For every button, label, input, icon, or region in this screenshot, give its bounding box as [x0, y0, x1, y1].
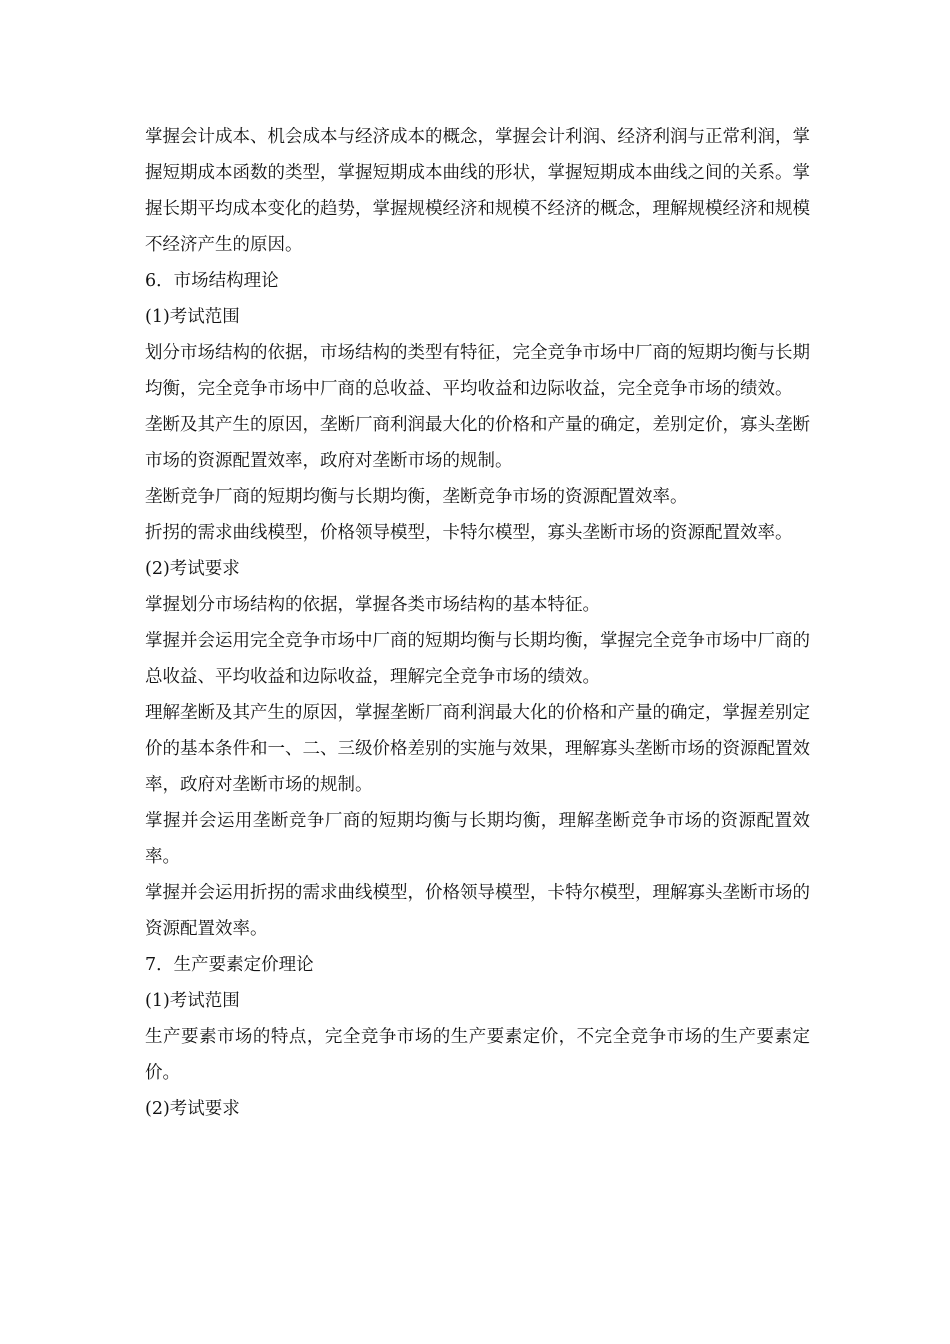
paragraph-market-structure-requirement: 掌握划分市场结构的依据，掌握各类市场结构的基本特征。: [145, 595, 600, 615]
paragraph-cost-requirements: 掌握会计成本、机会成本与经济成本的概念，掌握会计利润、经济利润与正常利润，掌握短期成本函数的类型，掌握短期成本曲线的形状，掌握短期成本曲线之间的关系。掌握长期平均成本变化的趋势，掌握规模经济和规模不经济的概念，理解规模经济和规模不经济产生的原因。: [145, 127, 810, 255]
subheading-exam-scope: (1)考试范围: [145, 307, 240, 327]
section-heading-factor-pricing: 7．生产要素定价理论: [145, 955, 314, 975]
paragraph-perfect-competition-requirement: 掌握并会运用完全竞争市场中厂商的短期均衡与长期均衡，掌握完全竞争市场中厂商的总收益、平均收益和边际收益，理解完全竞争市场的绩效。: [145, 631, 810, 687]
subheading-exam-requirements-factor: (2)考试要求: [145, 1099, 240, 1119]
paragraph-monopoly-requirement: 理解垄断及其产生的原因，掌握垄断厂商利润最大化的价格和产量的确定，掌握差别定价的基本条件和一、二、三级价格差别的实施与效果，理解寡头垄断市场的资源配置效率，政府对垄断市场的规制。: [145, 703, 810, 795]
paragraph-oligopoly-scope: 折拐的需求曲线模型，价格领导模型，卡特尔模型，寡头垄断市场的资源配置效率。: [145, 523, 793, 543]
subheading-exam-scope-factor: (1)考试范围: [145, 991, 240, 1011]
paragraph-monopolistic-competition-scope: 垄断竞争厂商的短期均衡与长期均衡，垄断竞争市场的资源配置效率。: [145, 487, 688, 507]
paragraph-monopoly-scope: 垄断及其产生的原因，垄断厂商利润最大化的价格和产量的确定，差别定价，寡头垄断市场的资源配置效率，政府对垄断市场的规制。: [145, 415, 810, 471]
paragraph-monopolistic-competition-requirement: 掌握并会运用垄断竞争厂商的短期均衡与长期均衡，理解垄断竞争市场的资源配置效率。: [145, 811, 810, 867]
document-page: [145, 119, 810, 1127]
paragraph-oligopoly-requirement: 掌握并会运用折拐的需求曲线模型，价格领导模型，卡特尔模型，理解寡头垄断市场的资源配置效率。: [145, 883, 810, 939]
section-heading-market-structure: 6．市场结构理论: [145, 271, 279, 291]
subheading-exam-requirements: (2)考试要求: [145, 559, 240, 579]
paragraph-perfect-competition-scope: 划分市场结构的依据，市场结构的类型有特征，完全竞争市场中厂商的短期均衡与长期均衡，完全竞争市场中厂商的总收益、平均收益和边际收益，完全竞争市场的绩效。: [145, 343, 810, 399]
paragraph-factor-market-scope: 生产要素市场的特点，完全竞争市场的生产要素定价，不完全竞争市场的生产要素定价。: [145, 1027, 810, 1083]
